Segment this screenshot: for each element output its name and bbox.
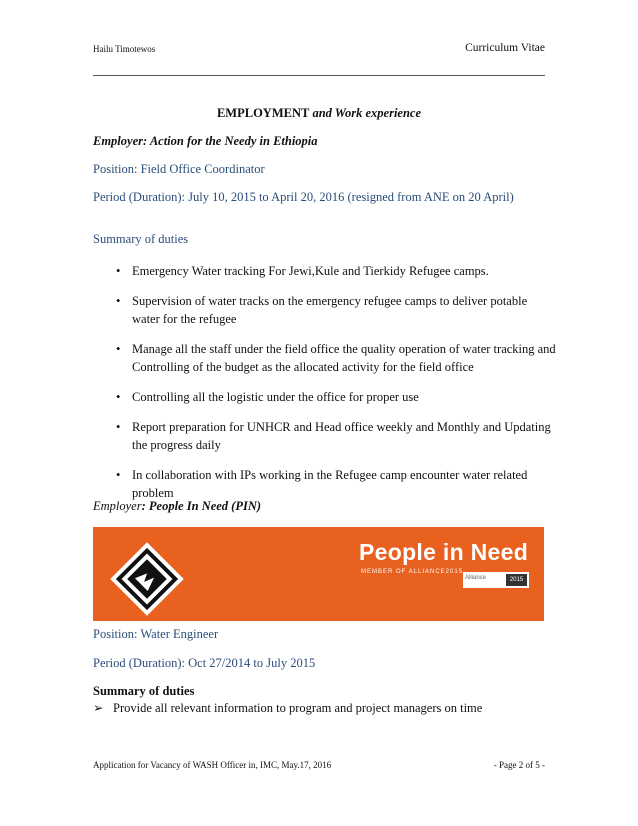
employer2-summary-label: Summary of duties [93, 684, 195, 698]
list-item [116, 262, 556, 280]
list-item [116, 388, 556, 406]
section-title [0, 106, 638, 121]
pin-banner-title: People in Need [359, 539, 529, 565]
employer2-label-name: : People In Need (PIN) [141, 499, 262, 513]
employer2-position: Position: Water Engineer [93, 627, 219, 641]
pin-banner-subtitle: MEMBER OF ALLIANCE2015 [361, 569, 464, 575]
bullet-icon: • [116, 420, 121, 434]
duty-text: In collaboration with IPs working in the Refugee camp encounter water related problem [132, 468, 528, 500]
employer1-duties-list [116, 262, 556, 514]
employer2-label [93, 499, 261, 514]
duty-text: Emergency Water tracking For Jewi,Kule and Tierkidy Refugee camps. [132, 264, 489, 278]
employer2-label-prefix: Employer [93, 499, 142, 513]
bullet-icon: • [116, 342, 121, 356]
duty-text: Controlling all the logistic under the office for proper use [132, 390, 419, 404]
alliance-text: Alliance [465, 575, 487, 581]
duty-text: Report preparation for UNHCR and Head office weekly and Monthly and Updating the progress daily [132, 420, 551, 452]
bullet-icon: • [116, 294, 121, 308]
section-title-bold: EMPLOYMENT [216, 106, 310, 120]
footer-application: Application for Vacancy of WASH Officer in, IMC, May.17, 2016 [93, 760, 332, 770]
employer2-period: Period (Duration): Oct 27/2014 to July 2015 [93, 656, 316, 670]
duty-text: Manage all the staff under the field office the quality operation of water tracking and Controlling of the budget as the allocated activity for the field office [132, 342, 556, 374]
bullet-icon: • [116, 468, 121, 482]
header-name: Hailu Timotewos [93, 44, 156, 54]
list-item [116, 292, 556, 328]
list-item [116, 340, 556, 376]
header-doc-type: Curriculum Vitae [465, 42, 545, 54]
employer1-label: Employer: Action for the Needy in Ethiopia [93, 134, 318, 148]
footer-page-number: - Page 2 of 5 - [493, 760, 545, 770]
section-title-italic: and Work experience [309, 106, 422, 120]
pin-banner [93, 527, 544, 621]
employer1-period: Period (Duration): July 10, 2015 to April 20, 2016 (resigned from ANE on 20 April) [93, 190, 514, 204]
arrow-bullet-icon: ➢ [93, 701, 104, 715]
alliance-logo [463, 572, 529, 588]
bullet-icon: • [116, 264, 121, 278]
alliance-year: 2015 [506, 574, 527, 586]
employer1-position: Position: Field Office Coordinator [93, 162, 265, 176]
bullet-icon: • [116, 390, 121, 404]
duty-text: Provide all relevant information to program and project managers on time [113, 701, 483, 715]
employer1-summary-label: Summary of duties [93, 232, 189, 246]
duty-text: Supervision of water tracks on the emergency refugee camps to deliver potable water for the refugee [132, 294, 528, 326]
header-rule [93, 75, 545, 76]
list-item [116, 418, 556, 454]
list-item [116, 466, 556, 502]
pin-logo-icon [107, 539, 187, 619]
list-item [93, 700, 482, 716]
